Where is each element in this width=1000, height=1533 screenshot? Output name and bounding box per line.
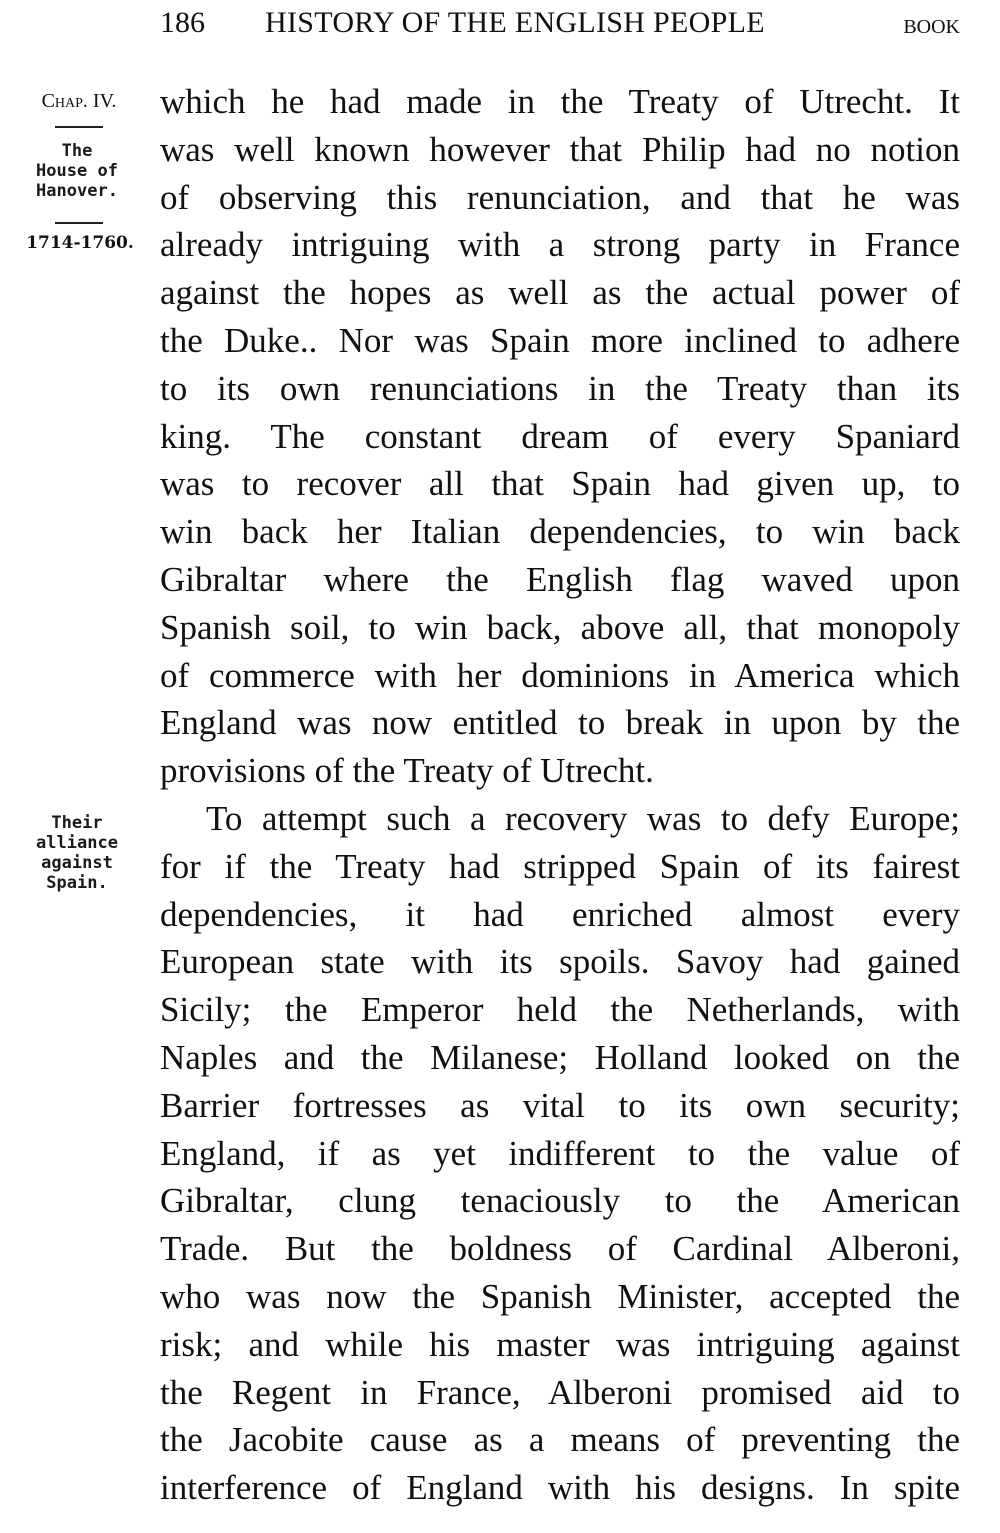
text-line: king. The constant dream of every Spaniard <box>160 416 960 456</box>
text-line: who was now the Spanish Minister, accepted the <box>160 1276 960 1316</box>
margin-note-line: The <box>61 141 93 161</box>
text-line: Barrier fortresses as vital to its own security; <box>160 1085 960 1125</box>
text-line: Sicily; the Emperor held the Netherlands, with <box>160 990 960 1030</box>
text-line: Gibraltar where the English flag waved upon <box>160 559 960 599</box>
text-line: provisions of the Treaty of Utrecht. <box>160 751 654 791</box>
text-line: against the hopes as well as the actual power of <box>160 273 960 313</box>
text-line: was well known however that Philip had no notion <box>160 129 960 169</box>
text-line: risk; and while his master was intriguing against <box>160 1324 960 1364</box>
margin-note-alliance-against-spain <box>18 812 136 894</box>
text-line: interference of England with his designs. In spite <box>160 1468 960 1508</box>
book-label: BOOK <box>903 16 960 38</box>
text-line: of observing this renunciation, and that he was <box>160 177 960 217</box>
text-line: Trade. But the boldness of Cardinal Alberoni, <box>160 1229 960 1269</box>
text-line: which he had made in the Treaty of Utrecht. It <box>160 82 960 121</box>
text-line: dependencies, it had enriched almost every <box>160 894 960 934</box>
text-line: Naples and the Milanese; Holland looked on the <box>160 1037 960 1077</box>
text-line: to its own renunciations in the Treaty than its <box>160 368 960 408</box>
margin-note-line: against <box>41 853 113 873</box>
margin-rule-top <box>55 126 103 128</box>
chapter-label: Chap. IV. <box>41 90 117 112</box>
text-line: European state with its spoils. Savoy had gained <box>160 942 960 982</box>
text-line: England, if as yet indifferent to the value of <box>160 1133 960 1173</box>
book-title: HISTORY OF THE ENGLISH PEOPLE <box>265 6 765 39</box>
text-line: Gibraltar, clung tenaciously to the American <box>160 1181 960 1221</box>
margin-note-line: alliance <box>36 833 118 853</box>
margin-note-line: House of <box>36 161 118 181</box>
text-line: the Jacobite cause as a means of preventing the <box>160 1420 960 1460</box>
margin-note-line: Their <box>51 813 103 833</box>
margin-note-line: Hanover. <box>36 181 118 201</box>
text-line: Spanish soil, to win back, above all, that monopoly <box>160 607 960 647</box>
page-number: 186 <box>160 6 205 39</box>
text-line: the Regent in France, Alberoni promised aid to <box>160 1372 960 1412</box>
text-line: To attempt such a recovery was to defy Europe; <box>206 798 960 838</box>
text-line: win back her Italian dependencies, to win back <box>160 512 960 552</box>
running-head <box>160 6 960 46</box>
text-line: already intriguing with a strong party in France <box>160 225 960 265</box>
margin-note-line: Spain. <box>46 873 108 893</box>
margin-note-house-of-hanover <box>18 140 136 202</box>
text-line: England was now entitled to break in upon by the <box>160 703 960 743</box>
text-line: was to recover all that Spain had given up, to <box>160 464 960 504</box>
text-line: of commerce with her dominions in America which <box>160 655 960 695</box>
body-text <box>160 78 960 1512</box>
text-line: for if the Treaty had stripped Spain of its fairest <box>160 846 960 886</box>
margin-years: 1714-1760. <box>26 233 134 253</box>
margin-rule-bottom <box>55 222 103 224</box>
text-line: the Duke.. Nor was Spain more inclined to adhere <box>160 320 960 360</box>
